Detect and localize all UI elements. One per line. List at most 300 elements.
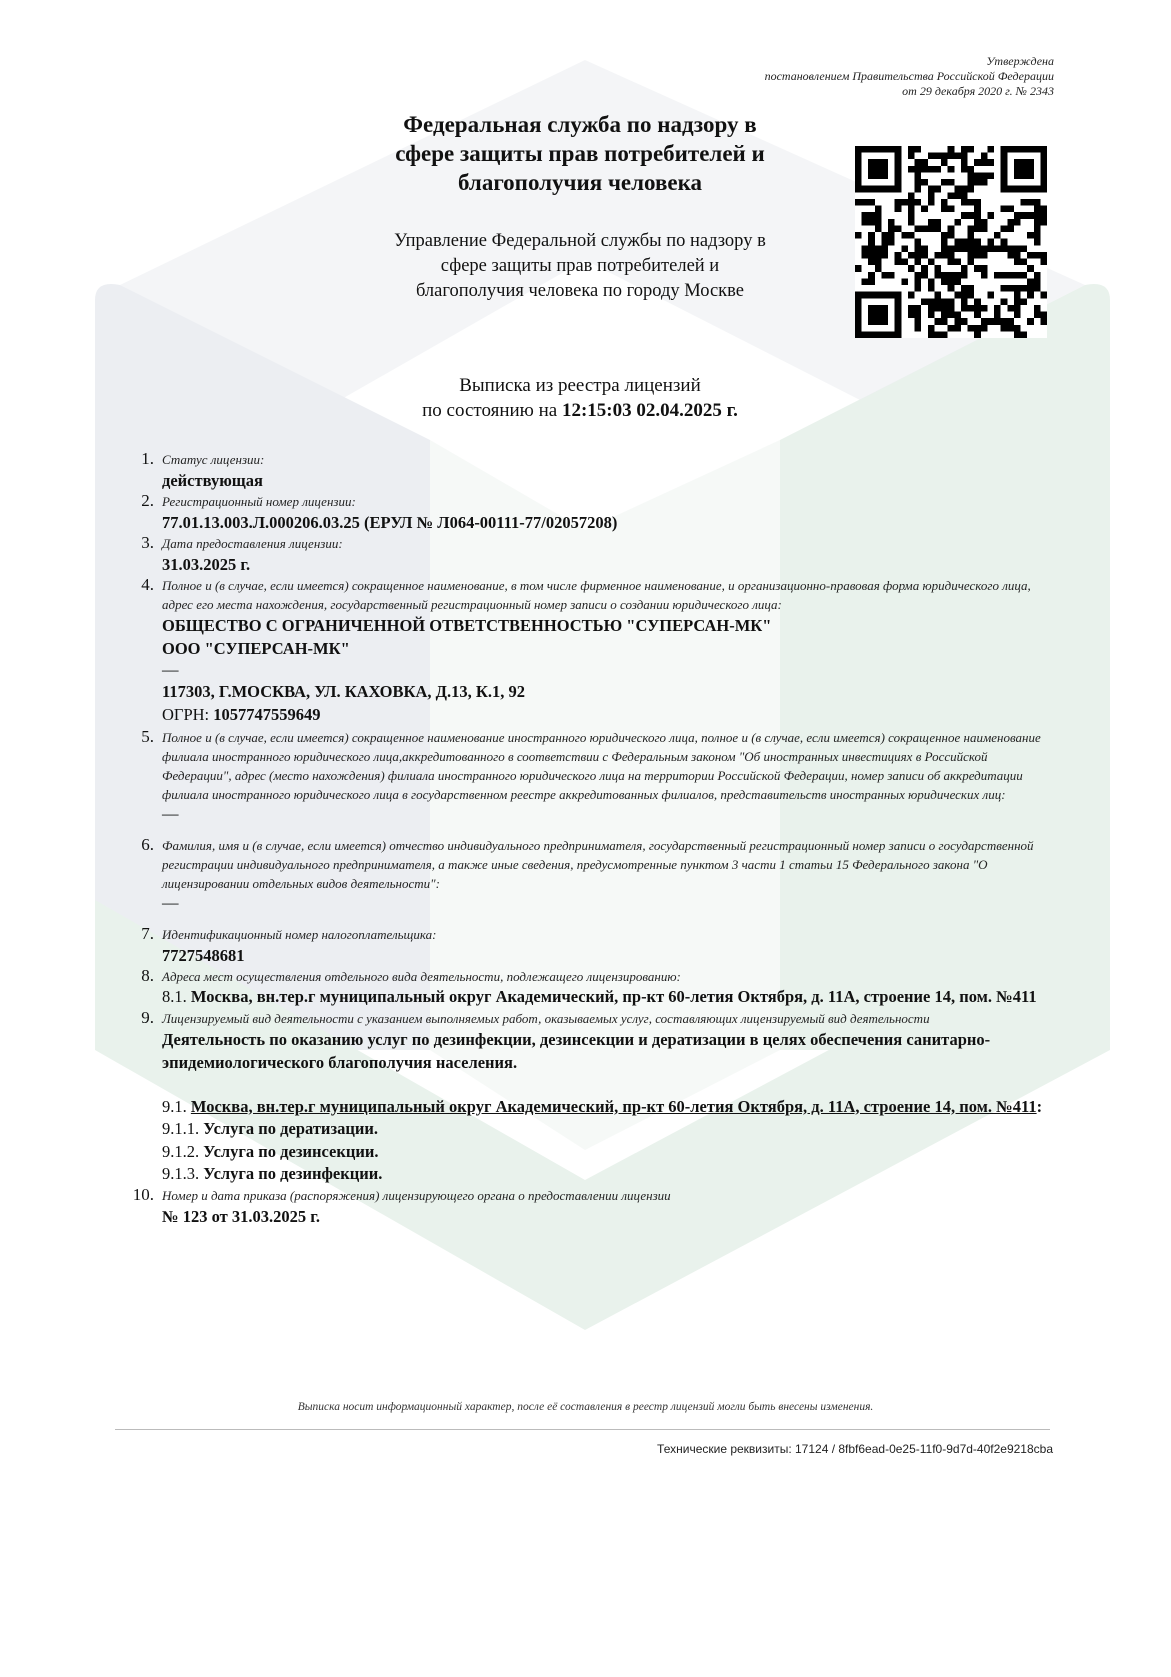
qr-module xyxy=(895,252,902,259)
qr-module xyxy=(941,232,948,239)
qr-module xyxy=(948,312,955,319)
qr-module xyxy=(868,212,875,219)
qr-module xyxy=(908,265,915,272)
qr-module xyxy=(987,292,994,299)
qr-module xyxy=(968,232,975,239)
qr-module xyxy=(941,239,948,246)
qr-module xyxy=(868,245,875,252)
qr-module xyxy=(981,225,988,232)
approval-line: Утверждена xyxy=(986,54,1054,68)
qr-module xyxy=(961,305,968,312)
qr-module xyxy=(908,212,915,219)
qr-module xyxy=(1034,285,1041,292)
qr-module xyxy=(888,219,895,226)
qr-module xyxy=(968,199,975,206)
qr-module xyxy=(915,172,922,179)
technical-details: Технические реквизиты: 17124 / 8fbf6ead-0e25-11f0-9d7d-40f2e9218cba xyxy=(657,1442,1053,1456)
qr-module xyxy=(862,219,869,226)
qr-module xyxy=(928,199,935,206)
qr-module xyxy=(921,159,928,166)
qr-module xyxy=(948,146,955,153)
qr-module xyxy=(981,179,988,186)
qr-module xyxy=(948,245,955,252)
item-value: 31.03.2025 г. xyxy=(162,555,251,574)
qr-module xyxy=(968,239,975,246)
qr-module xyxy=(915,318,922,325)
qr-module xyxy=(974,225,981,232)
qr-module xyxy=(948,166,955,173)
extract-title xyxy=(330,373,830,423)
qr-module xyxy=(908,232,915,239)
qr-module xyxy=(1021,199,1028,206)
qr-module xyxy=(934,265,941,272)
qr-module xyxy=(875,225,882,232)
license-items-list xyxy=(122,450,1047,1228)
approval-line: постановлением Правительства Российской Федерации xyxy=(764,69,1054,83)
item-individual-entrepreneur xyxy=(122,836,1047,913)
qr-module xyxy=(1021,272,1028,279)
qr-module xyxy=(954,192,961,199)
qr-module xyxy=(1007,285,1014,292)
qr-module xyxy=(1034,219,1041,226)
ogrn-label: ОГРН: xyxy=(162,705,210,724)
qr-module xyxy=(915,186,922,193)
qr-module xyxy=(994,232,1001,239)
qr-module xyxy=(974,312,981,319)
company-full-name: ОБЩЕСТВО С ОГРАНИЧЕННОЙ ОТВЕТСТВЕННОСТЬЮ "СУПЕРСАН-МК" xyxy=(162,616,772,635)
qr-module xyxy=(875,265,882,272)
qr-module xyxy=(881,272,888,279)
qr-module xyxy=(954,245,961,252)
qr-module xyxy=(868,199,875,206)
item-number: 4. xyxy=(141,575,154,594)
qr-module xyxy=(862,245,869,252)
qr-module xyxy=(1014,325,1021,332)
qr-module xyxy=(1021,212,1028,219)
item-number: 3. xyxy=(141,533,154,552)
qr-module xyxy=(974,325,981,332)
item-label: Идентификационный номер налогоплательщика: xyxy=(162,927,437,942)
service-number: 9.1.3. xyxy=(162,1164,200,1183)
qr-module xyxy=(1027,252,1034,259)
qr-module xyxy=(1034,252,1041,259)
empty-dash: — xyxy=(162,660,179,679)
qr-module xyxy=(928,186,935,193)
qr-module xyxy=(974,172,981,179)
subheading-line: сфере защиты прав потребителей и xyxy=(440,256,720,276)
heading-line: Федеральная служба по надзору в xyxy=(403,112,757,137)
qr-module xyxy=(1007,325,1014,332)
qr-module xyxy=(868,305,888,325)
qr-module xyxy=(915,179,922,186)
company-short-name: ООО "СУПЕРСАН-МК" xyxy=(162,639,350,658)
qr-module xyxy=(954,239,961,246)
extract-date-line xyxy=(330,398,830,423)
activity-address-number: 9.1. xyxy=(162,1096,187,1116)
qr-module xyxy=(868,232,875,239)
qr-module xyxy=(961,285,968,292)
qr-module xyxy=(1040,312,1047,319)
qr-module xyxy=(1001,318,1008,325)
disclaimer-footnote: Выписка носит информационный характер, после её составления в реестр лицензий могли быть внесены изменения. xyxy=(297,1401,874,1413)
qr-module xyxy=(908,252,915,259)
item-label: Фамилия, имя и (в случае, если имеется) отчество индивидуального предпринимателя, государственный регистрационный номер записи о государственной регистрации индивидуального предпринимателя, а также иные сведения, предусмотренные пунктом 3 части 1 статьи 15 Федерального закона "О лицензировании отдельных видов деятельности": xyxy=(162,838,1034,891)
qr-module xyxy=(968,225,975,232)
qr-module xyxy=(921,265,928,272)
qr-module xyxy=(941,331,948,338)
qr-module xyxy=(941,312,948,319)
heading-line: сфере защиты прав потребителей и xyxy=(395,141,765,166)
qr-module xyxy=(862,252,869,259)
qr-module xyxy=(901,259,908,266)
item-registration-number xyxy=(122,492,1047,534)
qr-module xyxy=(1007,245,1014,252)
item-number: 7. xyxy=(141,924,154,943)
qr-module xyxy=(941,245,948,252)
service-item xyxy=(162,1141,1047,1164)
qr-code xyxy=(855,146,1047,338)
qr-module xyxy=(1014,285,1021,292)
qr-module xyxy=(948,153,955,160)
qr-module xyxy=(1014,212,1021,219)
qr-module xyxy=(987,146,994,153)
service-number: 9.1.2. xyxy=(162,1141,200,1161)
qr-module xyxy=(941,153,948,160)
item-label: Дата предоставления лицензии: xyxy=(162,536,343,551)
qr-module xyxy=(994,272,1001,279)
qr-module xyxy=(934,219,941,226)
item-number: 10. xyxy=(132,1184,154,1204)
qr-module xyxy=(954,312,961,319)
item-value: — xyxy=(162,804,179,823)
qr-module xyxy=(862,212,869,219)
qr-module xyxy=(1034,305,1041,312)
qr-module xyxy=(915,272,922,279)
item-number: 1. xyxy=(141,449,154,468)
qr-module xyxy=(981,272,988,279)
qr-module xyxy=(928,325,935,332)
qr-module xyxy=(1014,331,1021,338)
qr-module xyxy=(1034,312,1041,319)
qr-module xyxy=(1014,305,1021,312)
qr-module xyxy=(888,239,895,246)
qr-module xyxy=(915,252,922,259)
qr-module xyxy=(961,146,968,153)
qr-module xyxy=(974,252,981,259)
qr-module xyxy=(915,146,922,153)
service-item xyxy=(162,1163,1047,1186)
qr-module xyxy=(968,285,975,292)
qr-module xyxy=(1034,206,1041,213)
qr-module xyxy=(948,225,955,232)
qr-module xyxy=(1021,331,1028,338)
qr-module xyxy=(934,225,941,232)
qr-module xyxy=(987,318,994,325)
qr-module xyxy=(1007,219,1014,226)
qr-module xyxy=(1040,206,1047,213)
item-label: Статус лицензии: xyxy=(162,452,265,467)
qr-module xyxy=(968,325,975,332)
qr-module xyxy=(1027,265,1034,272)
qr-module xyxy=(968,186,975,193)
item-label: Регистрационный номер лицензии: xyxy=(162,494,356,509)
qr-module xyxy=(941,318,948,325)
qr-module xyxy=(981,153,988,160)
qr-module xyxy=(948,278,955,285)
qr-module xyxy=(881,252,888,259)
qr-module xyxy=(981,245,988,252)
qr-module xyxy=(941,252,948,259)
qr-module xyxy=(915,278,922,285)
qr-module xyxy=(1014,292,1021,299)
qr-module xyxy=(961,265,968,272)
qr-module xyxy=(915,312,922,319)
qr-module xyxy=(868,272,875,279)
item-order-number xyxy=(122,1186,1047,1228)
qr-module xyxy=(1027,285,1034,292)
qr-module xyxy=(934,331,941,338)
qr-module xyxy=(968,245,975,252)
qr-module xyxy=(1034,272,1041,279)
qr-module xyxy=(888,225,895,232)
qr-module xyxy=(1001,225,1008,232)
qr-module xyxy=(868,259,875,266)
qr-module xyxy=(928,331,935,338)
qr-module xyxy=(1001,272,1008,279)
qr-module xyxy=(1034,199,1041,206)
qr-module xyxy=(981,219,988,226)
ogrn-value: 1057747559649 xyxy=(213,705,321,724)
service-text: Услуга по дезинсекции. xyxy=(203,1141,379,1161)
item-foreign-entity xyxy=(122,728,1047,824)
qr-module xyxy=(868,159,888,179)
qr-module xyxy=(1007,318,1014,325)
qr-module xyxy=(895,225,902,232)
qr-module xyxy=(1007,305,1014,312)
qr-module xyxy=(961,192,968,199)
qr-module xyxy=(908,153,915,160)
qr-module xyxy=(908,146,915,153)
activity-address-colon: : xyxy=(1036,1096,1043,1116)
qr-module xyxy=(928,219,935,226)
qr-module xyxy=(1040,252,1047,259)
item-number: 8. xyxy=(141,966,154,985)
heading-line: благополучия человека xyxy=(457,170,702,195)
qr-module xyxy=(1040,212,1047,219)
qr-module xyxy=(1014,259,1021,266)
qr-module xyxy=(928,225,935,232)
item-label: Полное и (в случае, если имеется) сокращенное наименование, в том числе фирменное наименование, и организационно-правовая форма юридического лица, адрес его места нахождения, государственный регистрационный номер записи о создании юридического лица: xyxy=(162,578,1031,612)
qr-module xyxy=(941,179,948,186)
activity-address: Москва, вн.тер.г муниципальный округ Академический, пр-кт 60-летия Октября, д. 11А, строение 14, пом. №411 xyxy=(190,1096,1037,1116)
qr-module xyxy=(1040,259,1047,266)
qr-module xyxy=(855,265,862,272)
qr-module xyxy=(928,298,935,305)
qr-module xyxy=(1034,278,1041,285)
item-number: 2. xyxy=(141,491,154,510)
qr-module xyxy=(974,331,981,338)
qr-module xyxy=(868,219,875,226)
qr-module xyxy=(1014,159,1034,179)
service-text: Услуга по дезинфекции. xyxy=(203,1164,383,1183)
qr-module xyxy=(908,219,915,226)
qr-module xyxy=(915,259,922,266)
qr-module xyxy=(1040,318,1047,325)
qr-module xyxy=(1021,259,1028,266)
qr-module xyxy=(961,318,968,325)
qr-module xyxy=(908,312,915,319)
qr-module xyxy=(961,159,968,166)
qr-module xyxy=(1001,245,1008,252)
item-number: 9. xyxy=(141,1007,154,1027)
qr-module xyxy=(908,292,915,299)
qr-module xyxy=(928,305,935,312)
item-label: Лицензируемый вид деятельности с указанием выполняемых работ, оказываемых услуг, составляющих лицензируемый вид деятельности xyxy=(162,1010,930,1026)
qr-module xyxy=(908,199,915,206)
qr-module xyxy=(948,285,955,292)
qr-module xyxy=(1034,239,1041,246)
qr-module xyxy=(868,278,875,285)
qr-module xyxy=(941,206,948,213)
qr-module xyxy=(981,252,988,259)
qr-module xyxy=(948,272,955,279)
qr-module xyxy=(881,239,888,246)
qr-module xyxy=(941,298,948,305)
qr-module xyxy=(954,219,961,226)
item-label: Номер и дата приказа (распоряжения) лицензирующего органа о предоставлении лицензии xyxy=(162,1187,671,1203)
qr-module xyxy=(961,298,968,305)
qr-module xyxy=(868,239,875,246)
item-label: Полное и (в случае, если имеется) сокращенное наименование иностранного юридического лица, полное и (в случае, если имеется) сокращенное наименование филиала иностранного юридического лица,аккредитованного в соответствии с Федеральным законом "Об иностранных инвестициях в Российской Федерации", адрес (место нахождения) филиала иностранного юридического лица на территории Российской Федерации, номер записи об аккредитации филиала иностранного юридического лица в государственном реестре аккредитованных филиалов, представительств иностранных юридических лиц: xyxy=(162,730,1041,802)
item-value: № 123 от 31.03.2025 г. xyxy=(162,1206,320,1226)
qr-module xyxy=(895,206,902,213)
qr-module xyxy=(875,259,882,266)
qr-module xyxy=(928,278,935,285)
qr-module xyxy=(934,318,941,325)
qr-module xyxy=(928,259,935,266)
qr-module xyxy=(1027,292,1034,299)
qr-module xyxy=(948,305,955,312)
qr-module xyxy=(875,245,882,252)
qr-module xyxy=(968,166,975,173)
ogrn-line xyxy=(162,703,1047,726)
item-issue-date xyxy=(122,534,1047,576)
qr-module xyxy=(981,305,988,312)
qr-module xyxy=(901,278,908,285)
qr-module xyxy=(934,252,941,259)
qr-module xyxy=(928,192,935,199)
item-value: 7727548681 xyxy=(162,946,245,965)
qr-module xyxy=(974,159,981,166)
qr-module xyxy=(1014,298,1021,305)
qr-module xyxy=(987,172,994,179)
extract-line: Выписка из реестра лицензий xyxy=(459,375,701,396)
qr-module xyxy=(981,318,988,325)
qr-module xyxy=(1014,312,1021,319)
qr-module xyxy=(948,325,955,332)
qr-module xyxy=(954,259,961,266)
qr-module xyxy=(855,199,862,206)
qr-module xyxy=(1027,232,1034,239)
qr-module xyxy=(1034,225,1041,232)
qr-module xyxy=(961,239,968,246)
qr-module xyxy=(961,292,968,299)
item-number: 6. xyxy=(141,835,154,854)
activity-description: Деятельность по оказанию услуг по дезинфекции, дезинсекции и дератизации в целях обеспечения санитарно-эпидемиологического благополучия населения. xyxy=(162,1029,991,1072)
qr-module xyxy=(895,199,902,206)
approval-note xyxy=(765,54,1054,99)
qr-module xyxy=(987,159,994,166)
qr-module xyxy=(875,219,882,226)
qr-module xyxy=(954,153,961,160)
qr-module xyxy=(974,219,981,226)
qr-module xyxy=(994,245,1001,252)
qr-module xyxy=(987,239,994,246)
qr-module xyxy=(968,212,975,219)
qr-module xyxy=(915,305,922,312)
qr-module xyxy=(921,252,928,259)
qr-module xyxy=(981,172,988,179)
qr-module xyxy=(921,166,928,173)
qr-module xyxy=(862,278,869,285)
subheading-line: Управление Федеральной службы по надзору в xyxy=(394,231,766,251)
qr-module xyxy=(941,272,948,279)
qr-module xyxy=(888,232,895,239)
qr-module xyxy=(921,298,928,305)
qr-module xyxy=(915,285,922,292)
qr-module xyxy=(948,232,955,239)
qr-module xyxy=(921,206,928,213)
qr-module xyxy=(941,305,948,312)
qr-module xyxy=(994,305,1001,312)
qr-module xyxy=(921,225,928,232)
item-label: Адреса мест осуществления отдельного вида деятельности, подлежащего лицензированию: xyxy=(162,969,681,984)
qr-module xyxy=(881,232,888,239)
qr-module xyxy=(928,312,935,319)
qr-module xyxy=(1021,245,1028,252)
qr-module xyxy=(1007,206,1014,213)
qr-module xyxy=(934,153,941,160)
qr-module xyxy=(961,199,968,206)
qr-module xyxy=(934,292,941,299)
qr-module xyxy=(1027,318,1034,325)
company-address: 117303, Г.МОСКВА, УЛ. КАХОВКА, Д.13, К.1, 92 xyxy=(162,682,525,701)
item-value: — xyxy=(162,893,179,912)
service-item xyxy=(162,1118,1047,1141)
qr-module xyxy=(915,159,922,166)
extract-prefix: по состоянию на xyxy=(422,400,558,421)
qr-module xyxy=(888,272,895,279)
service-number: 9.1.1. xyxy=(162,1119,200,1138)
item-value: 77.01.13.003.Л.000206.03.25 (ЕРУЛ № Л064-00111-77/02057208) xyxy=(162,513,618,532)
subheading-line: благополучия человека по городу Москве xyxy=(415,281,745,301)
qr-module xyxy=(1001,206,1008,213)
item-license-status xyxy=(122,450,1047,492)
qr-module xyxy=(987,212,994,219)
qr-module xyxy=(855,232,862,239)
qr-module xyxy=(1027,278,1034,285)
qr-module xyxy=(1007,272,1014,279)
qr-module xyxy=(994,318,1001,325)
address-entry xyxy=(162,986,1047,1009)
qr-module xyxy=(875,206,882,213)
qr-module xyxy=(961,153,968,160)
qr-module xyxy=(928,166,935,173)
qr-module xyxy=(968,292,975,299)
qr-module xyxy=(968,146,975,153)
qr-module xyxy=(974,305,981,312)
qr-module xyxy=(1001,239,1008,246)
